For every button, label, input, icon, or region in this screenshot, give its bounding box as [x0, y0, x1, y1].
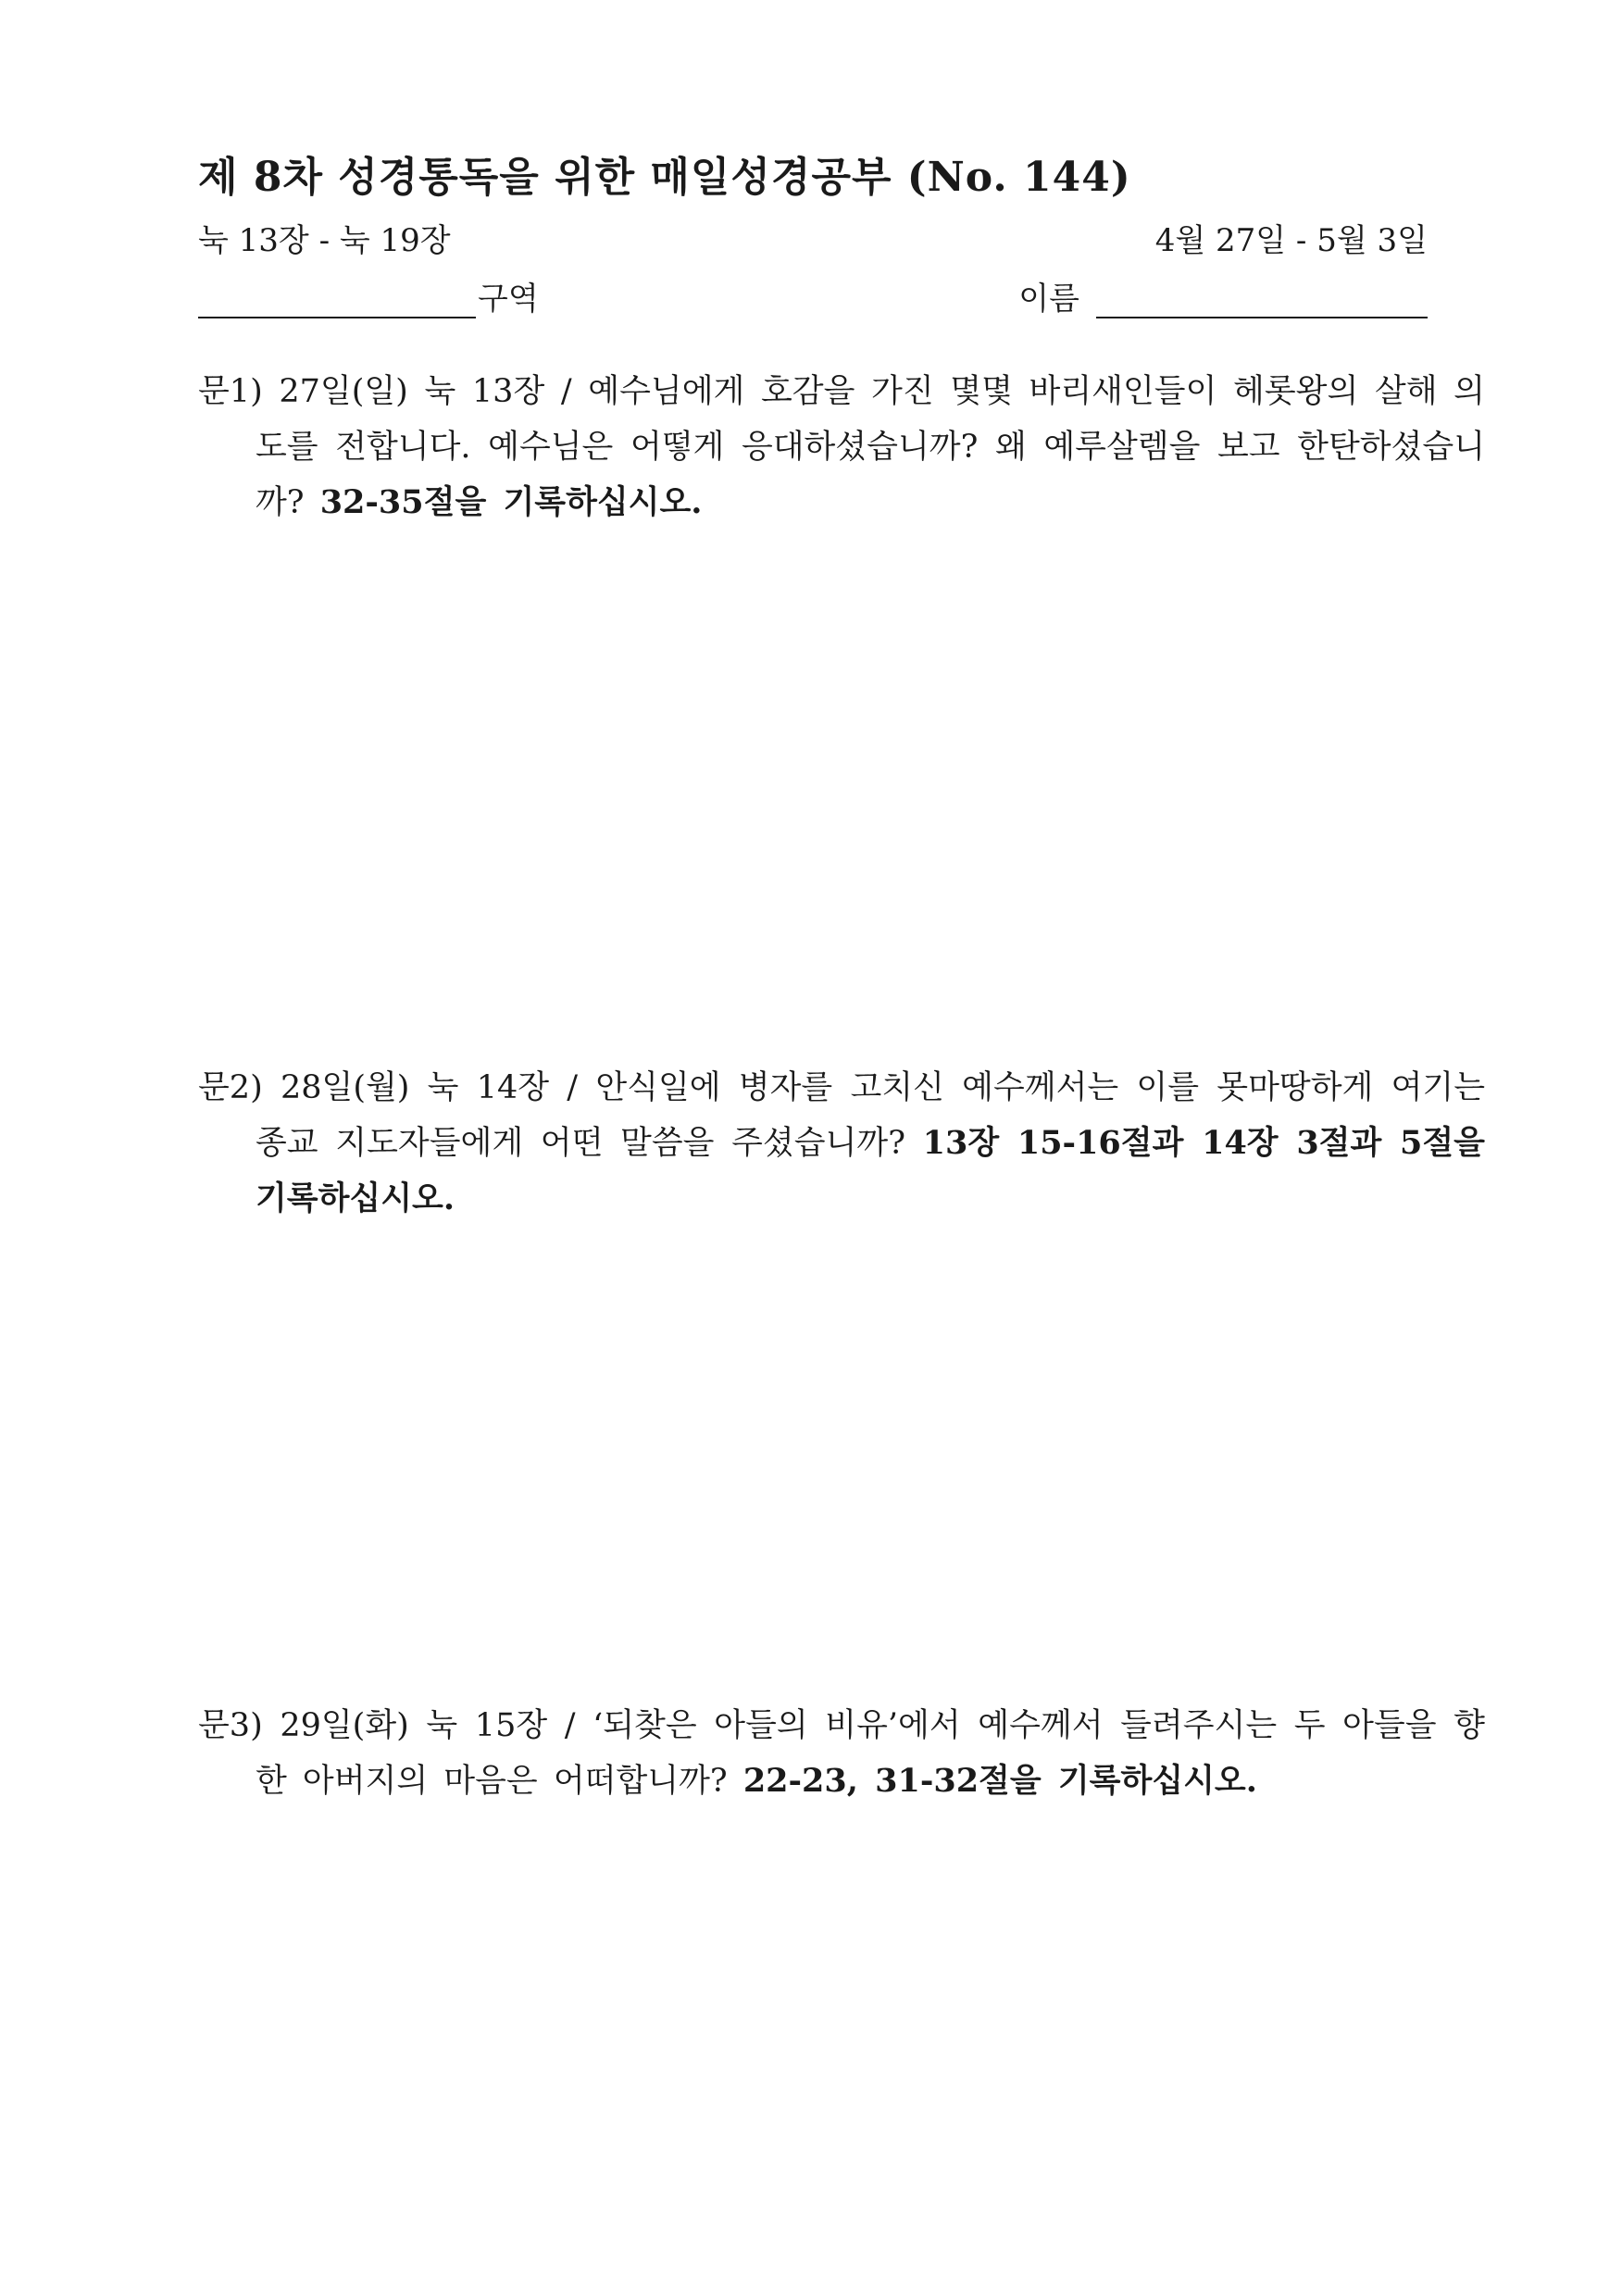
district-field: [198, 273, 539, 318]
district-label: 구역: [478, 281, 539, 318]
district-name-row: [198, 273, 1428, 319]
name-field: [1018, 273, 1428, 318]
range-date-row: [198, 215, 1428, 261]
question-instruction: 32-35절을 기록하십시오.: [319, 483, 703, 521]
name-label: 이름: [1018, 281, 1079, 318]
question-instruction: 13장 15-16절과 14장 3절과 5절을 기록하십시오.: [256, 1124, 1485, 1217]
question-number: 문1): [198, 373, 263, 410]
name-blank[interactable]: [1096, 289, 1428, 318]
question-text: 29일(화) 눅 15장 / ‘되찾은 아들의 비유’에서 예수께서 들려주시는 두 아들을 향한 아버지의 마음은 어떠합니까?: [256, 1707, 1485, 1800]
question-text: 28일(월) 눅 14장 / 안식일에 병자를 고치신 예수께서는 이를 못마땅하게 여기는 종교 지도자들에게 어떤 말씀을 주셨습니까?: [256, 1069, 1485, 1162]
chapter-range: 눅 13장 - 눅 19장: [198, 222, 451, 259]
question-number: 문3): [198, 1707, 263, 1744]
page-title: 제 8차 성경통독을 위한 매일성경공부 (No. 144): [198, 154, 1131, 201]
district-blank[interactable]: [198, 289, 476, 318]
question-text: 27일(일) 눅 13장 / 예수님에게 호감을 가진 몇몇 바리새인들이 헤롯왕의 살해 의도를 전합니다. 예수님은 어떻게 응대하셨습니까? 왜 예루살렘을 보고 한탄하셨습니까?: [256, 373, 1485, 521]
question-number: 문2): [198, 1069, 263, 1106]
question-instruction: 22-23, 31-32절을 기록하십시오.: [742, 1762, 1257, 1800]
question-1: [198, 364, 1485, 530]
question-2: [198, 1060, 1485, 1227]
date-range: 4월 27일 - 5월 3일: [1154, 222, 1428, 259]
question-3: [198, 1698, 1485, 1809]
